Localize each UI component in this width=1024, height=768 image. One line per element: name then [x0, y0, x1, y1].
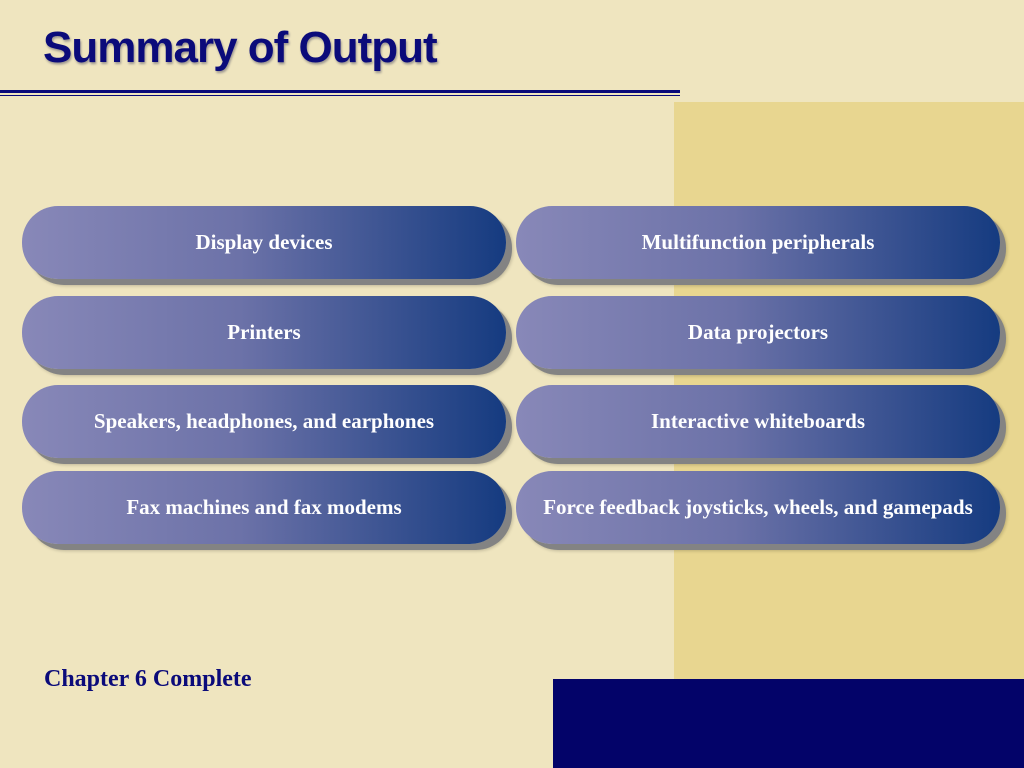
item-display-devices: Display devices [22, 206, 506, 279]
footer-text: Chapter 6 Complete [44, 666, 252, 692]
item-multifunction-peripherals: Multifunction peripherals [516, 206, 1000, 279]
item-speakers-headphones-earphones: Speakers, headphones, and earphones [22, 385, 506, 458]
title-underline-thick [0, 90, 680, 93]
item-fax-machines-modems: Fax machines and fax modems [22, 471, 506, 544]
decorative-navy-block [553, 679, 1024, 768]
slide-title: Summary of Output [43, 23, 437, 72]
item-printers: Printers [22, 296, 506, 369]
item-force-feedback-devices: Force feedback joysticks, wheels, and gamepads [516, 471, 1000, 544]
item-data-projectors: Data projectors [516, 296, 1000, 369]
title-underline-thin [0, 95, 680, 96]
item-interactive-whiteboards: Interactive whiteboards [516, 385, 1000, 458]
